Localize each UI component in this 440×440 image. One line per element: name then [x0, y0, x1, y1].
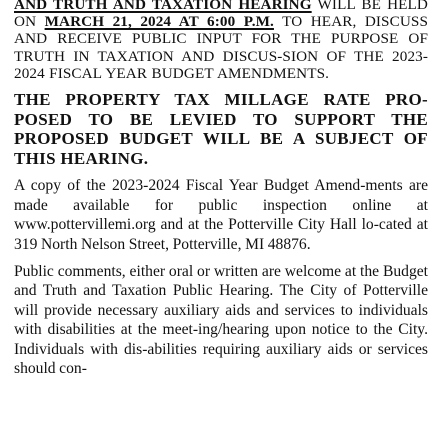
hearing-title-fragment: AND TRUTH AND TAXATION HEARING	[14, 0, 312, 13]
hearing-purpose-text: TO HEAR, DISCUSS AND RECEIVE PUBLIC INPUT FOR THE PURPOSE OF TRUTH IN TAXATION AND DISCUS-SION OF THE 2023-2024 FISCAL YEAR BUDGET AMENDMENTS.	[14, 13, 428, 82]
millage-rate-statement: THE PROPERTY TAX MILLAGE RATE PRO-POSED TO BE LEVIED TO SUPPORT THE PROPOSED BUDGET WILL BE A SUBJECT OF THIS HEARING.	[14, 90, 428, 168]
hearing-intro-text: WILL BE HELD ON	[14, 0, 428, 31]
hearing-intro-paragraph	[14, 0, 428, 82]
public-hearing-notice	[14, 0, 428, 386]
public-comments-paragraph: Public comments, either oral or written are welcome at the Budget and Truth and Taxation Public Hearing. The City of Potterville will provide necessary auxiliary aids and services to individuals with disabilities at the meet-ing/hearing upon notice to the City. Individuals with dis-abilities requiring auxiliary aids or services should con-	[14, 263, 428, 378]
budget-copy-paragraph: A copy of the 2023-2024 Fiscal Year Budget Amend-ments are made available for public inspection online at www.pottervillemi.org and at the Potterville City Hall lo-cated at 319 North Nelson Street, Potterville, MI 48876.	[14, 177, 428, 253]
hearing-date-time: MARCH 21, 2024 AT 6:00 P.M.	[44, 13, 274, 31]
